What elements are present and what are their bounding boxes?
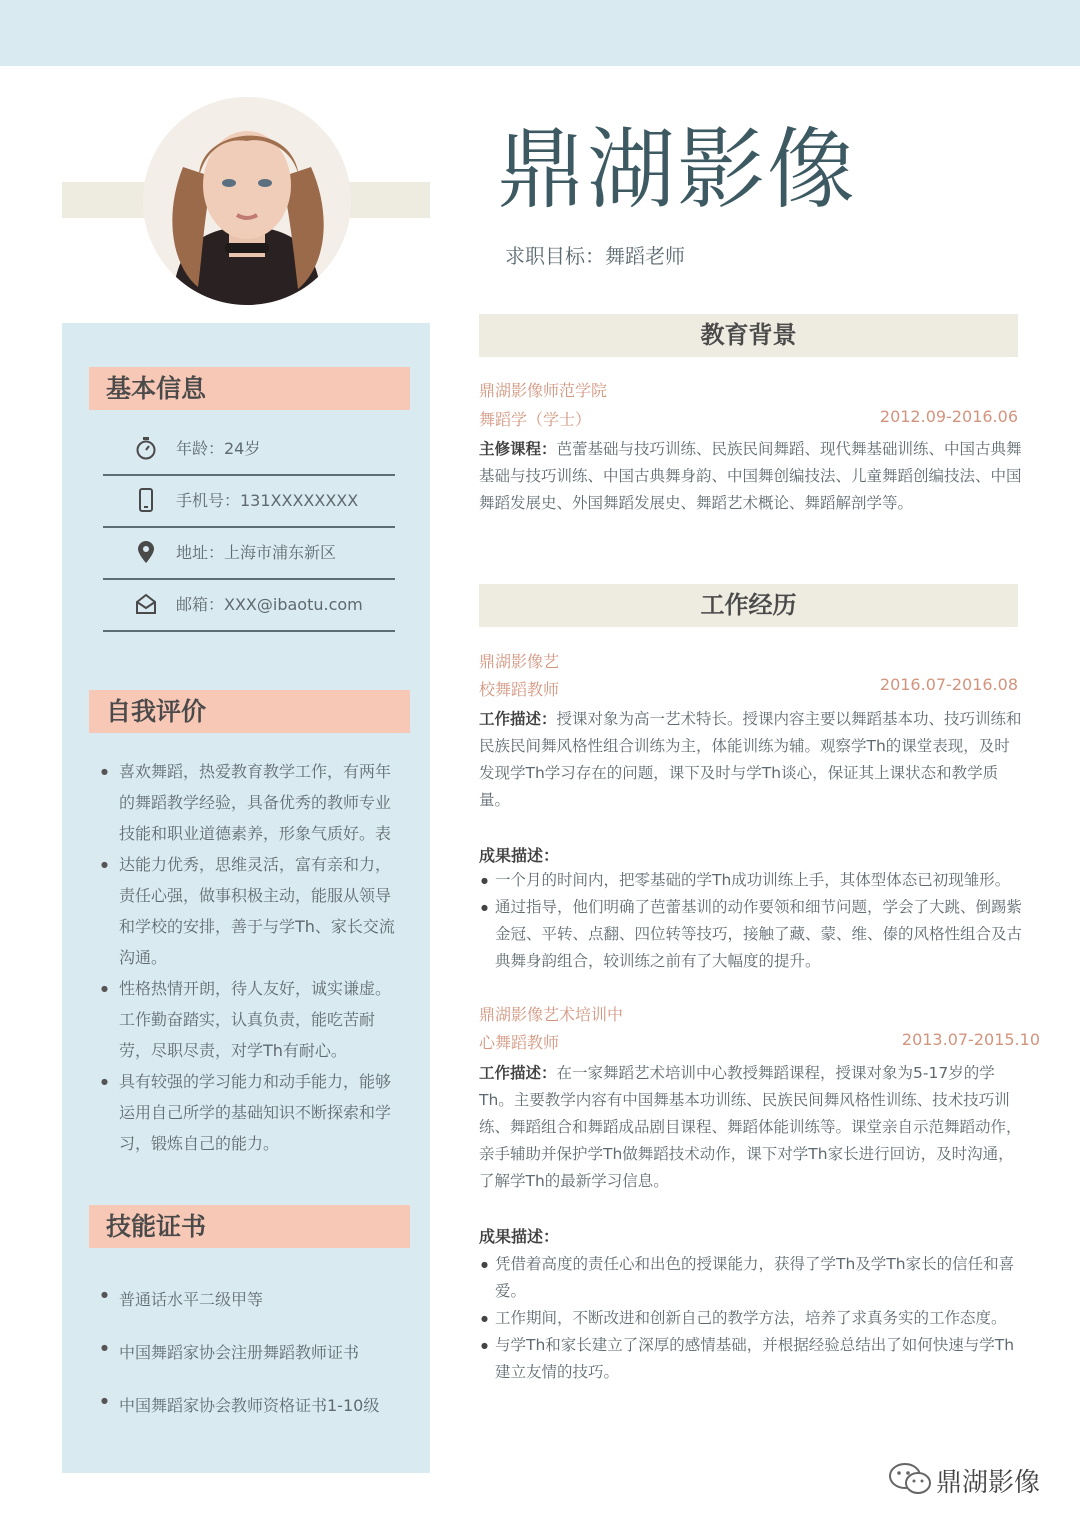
section-education-heading: 教育背景 [479, 314, 1018, 357]
mail-icon [135, 592, 157, 616]
stopwatch-icon [135, 436, 157, 460]
self-eval-item: ● 达能力优秀，思维灵活，富有亲和力，责任心强，做事积极主动，能服从领导和学校的安排，善于与学Th、家长交流沟通。 [101, 849, 401, 973]
info-email: 邮箱：XXX@ibaotu.com [176, 595, 363, 614]
edu-major: 舞蹈学（学士） [479, 410, 592, 429]
work1-org: 鼎湖影像艺 [479, 652, 560, 671]
edu-courses-label: 主修课程： [479, 440, 557, 458]
work2-date: 2013.07-2015.10 [901, 1030, 1040, 1049]
edu-courses [479, 436, 1024, 517]
info-phone: 手机号：131XXXXXXXX [176, 491, 359, 510]
self-eval-list [101, 756, 401, 1159]
edu-school: 鼎湖影像师范学院 [479, 381, 608, 400]
location-pin-icon [135, 540, 157, 564]
result-item: ● 通过指导，他们明确了芭蕾基训的动作要领和细节问题，学会了大跳、倒踢紫金冠、平转、点翻、四位转等技巧，接触了藏、蒙、维、傣的风格性组合及古典舞身韵组合，较训练之前有了大幅度的提升。 [481, 894, 1026, 975]
work2-result-label: 成果描述： [479, 1227, 560, 1246]
section-certs-heading: 技能证书 [89, 1205, 410, 1248]
result-item: ● 与学Th和家长建立了深厚的感情基础，并根据经验总结出了如何快速与学Th建立友情的技巧。 [481, 1332, 1026, 1386]
portrait-illustration [143, 97, 351, 305]
candidate-name: 鼎湖影像 [497, 118, 858, 221]
work2-org: 鼎湖影像艺术培训中 [479, 1005, 624, 1024]
result-item: ● 凭借着高度的责任心和出色的授课能力，获得了学Th及学Th家长的信任和喜爱。 [481, 1251, 1026, 1305]
self-eval-item: ● 性格热情开朗，待人友好，诚实谦虚。工作勤奋踏实，认真负责，能吃苦耐劳，尽职尽责，对学Th有耐心。 [101, 973, 401, 1066]
info-row-age [103, 424, 395, 476]
top-banner [0, 0, 1080, 66]
work2-role: 心舞蹈教师 [479, 1033, 560, 1052]
self-eval-item: ● 具有较强的学习能力和动手能力，能够运用自己所学的基础知识不断探索和学习，锻炼自己的能力。 [101, 1066, 401, 1159]
watermark-text: 鼎湖影像 [936, 1468, 1041, 1498]
info-row-address [103, 528, 395, 580]
work1-desc [479, 706, 1024, 814]
work2-desc-text: 在一家舞蹈艺术培训中心教授舞蹈课程，授课对象为5-17岁的学Th。主要教学内容有中国舞基本功训练、民族民间舞风格性训练、技术技巧训练、舞蹈组合和舞蹈成品剧目课程、舞蹈体能训练等。课堂亲自示范舞蹈动作，亲手辅助并保护学Th做舞蹈技术动作，课下对学Th家长进行回访，及时沟通，了解学Th的最新学习信息。 [479, 1064, 1022, 1190]
info-row-email [103, 580, 395, 632]
work1-role: 校舞蹈教师 [479, 680, 560, 699]
edu-courses-text: 芭蕾基础与技巧训练、民族民间舞蹈、现代舞基础训练、中国古典舞基础与技巧训练、中国古典舞身韵、中国舞创编技法、儿童舞蹈创编技法、中国舞蹈发展史、外国舞蹈发展史、舞蹈艺术概论、舞蹈解剖学等。 [479, 440, 1022, 512]
edu-date: 2012.09-2016.06 [879, 407, 1018, 426]
section-basic-info-heading: 基本信息 [89, 367, 410, 410]
phone-icon [135, 488, 157, 512]
cert-item: ● 中国舞蹈家协会注册舞蹈教师证书 [101, 1340, 359, 1363]
work2-desc-label: 工作描述： [479, 1064, 557, 1082]
work1-date: 2016.07-2016.08 [879, 675, 1018, 694]
result-item: ● 工作期间，不断改进和创新自己的教学方法，培养了求真务实的工作态度。 [481, 1305, 1026, 1332]
work2-desc [479, 1060, 1024, 1195]
section-self-eval-heading: 自我评价 [89, 690, 410, 733]
result-item: ● 一个月的时间内，把零基础的学Th成功训练上手，其体型体态已初现雏形。 [481, 867, 1026, 894]
avatar [143, 97, 351, 305]
wechat-icon [888, 1462, 932, 1496]
info-address: 地址：上海市浦东新区 [176, 543, 337, 562]
cert-item: ● 普通话水平二级甲等 [101, 1287, 263, 1310]
work1-result-label: 成果描述： [479, 846, 560, 865]
work1-results [481, 867, 1026, 975]
info-age: 年龄：24岁 [176, 439, 261, 458]
work2-results [481, 1251, 1026, 1386]
work1-desc-text: 授课对象为高一艺术特长。授课内容主要以舞蹈基本功、技巧训练和民族民间舞风格性组合训练为主，体能训练为辅。观察学Th的课堂表现，及时发现学Th学习存在的问题，课下及时与学Th谈心，保证其上课状态和教学质量。 [479, 710, 1022, 809]
self-eval-item: ● 喜欢舞蹈，热爱教育教学工作，有两年的舞蹈教学经验，具备优秀的教师专业技能和职业道德素养，形象气质好。表 [101, 756, 401, 849]
cert-item: ● 中国舞蹈家协会教师资格证书1-10级 [101, 1393, 379, 1416]
section-work-heading: 工作经历 [479, 584, 1018, 627]
info-row-phone [103, 476, 395, 528]
work1-desc-label: 工作描述： [479, 710, 557, 728]
job-objective: 求职目标：舞蹈老师 [505, 244, 685, 268]
